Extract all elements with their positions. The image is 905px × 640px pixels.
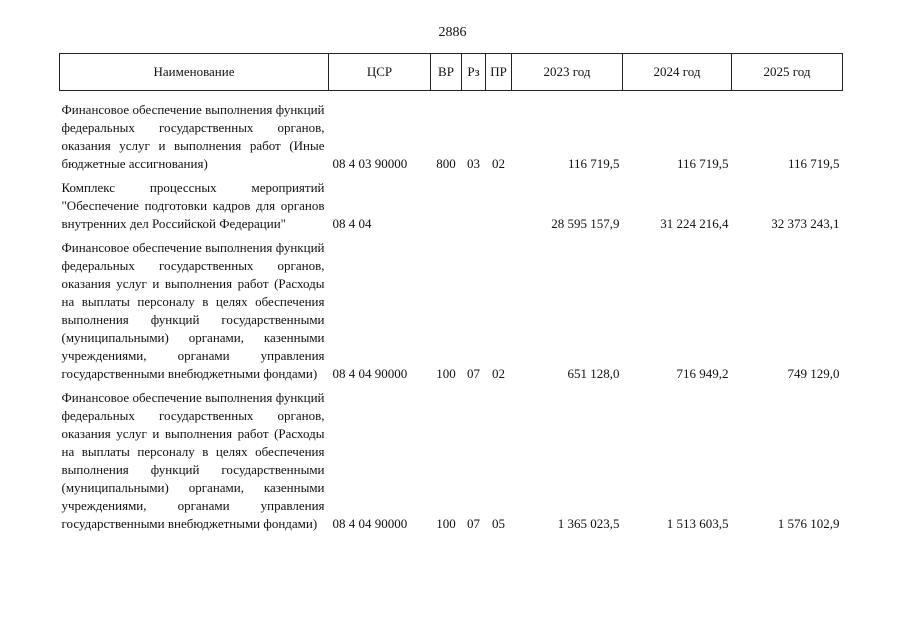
table-row	[60, 179, 843, 233]
header-csr: ЦСР	[329, 54, 431, 91]
row-2025: 1 576 102,9	[777, 516, 840, 531]
row-2023: 116 719,5	[567, 156, 620, 171]
row-2024: 31 224 216,4	[660, 216, 729, 231]
row-2025: 116 719,5	[787, 156, 840, 171]
table-row	[60, 239, 843, 383]
row-rz: 03	[467, 156, 480, 171]
table-row	[60, 101, 843, 173]
row-rz: 07	[467, 516, 480, 531]
header-vr: ВР	[431, 54, 462, 91]
row-name: Финансовое обеспечение выполнения функций федеральных государственных органов, оказания услуг и выполнения работ (Иные бюджетные ассигнования)	[61, 102, 325, 171]
row-pr: 02	[492, 366, 505, 381]
header-2025: 2025 год	[732, 54, 843, 91]
row-csr: 08 4 04 90000	[332, 516, 408, 531]
row-2024: 1 513 603,5	[666, 516, 729, 531]
row-pr: 02	[492, 156, 505, 171]
header-pr: ПР	[486, 54, 512, 91]
row-name: Финансовое обеспечение выполнения функций федеральных государственных органов, оказания услуг и выполнения работ (Расходы на выплаты персоналу в целях обеспечения выполнения функций государственными (муниципальными) органами, казенными учреждениями, органами управления государственными внебюджетными фондами)	[61, 240, 325, 381]
row-rz: 07	[467, 366, 480, 381]
table-row	[60, 389, 843, 533]
row-2023: 1 365 023,5	[557, 516, 620, 531]
row-pr	[486, 179, 512, 233]
row-vr: 800	[436, 156, 456, 171]
row-name: Комплекс процессных мероприятий "Обеспечение подготовки кадров для органов внутренних дел Российской Федерации"	[61, 180, 325, 231]
page-number: 2886	[438, 25, 467, 40]
row-2025: 32 373 243,1	[771, 216, 840, 231]
row-vr: 100	[436, 366, 456, 381]
row-2024: 116 719,5	[676, 156, 729, 171]
row-vr	[431, 179, 462, 233]
header-name: Наименование	[60, 54, 329, 91]
budget-table	[59, 53, 843, 533]
table-header-row	[60, 54, 843, 91]
row-csr: 08 4 03 90000	[332, 156, 408, 171]
row-2025: 749 129,0	[787, 366, 840, 381]
header-2024: 2024 год	[623, 54, 732, 91]
row-csr: 08 4 04 90000	[332, 366, 408, 381]
row-vr: 100	[436, 516, 456, 531]
spacer	[60, 91, 843, 102]
row-2023: 28 595 157,9	[551, 216, 620, 231]
row-name: Финансовое обеспечение выполнения функций федеральных государственных органов, оказания услуг и выполнения работ (Расходы на выплаты персоналу в целях обеспечения выполнения функций государственными (муниципальными) органами, казенными учреждениями, органами управления государственными внебюджетными фондами)	[61, 390, 325, 531]
header-rz: Рз	[462, 54, 486, 91]
row-2023: 651 128,0	[567, 366, 620, 381]
row-csr: 08 4 04	[332, 216, 372, 231]
row-2024: 716 949,2	[676, 366, 729, 381]
row-pr: 05	[492, 516, 505, 531]
row-rz	[462, 179, 486, 233]
header-2023: 2023 год	[512, 54, 623, 91]
